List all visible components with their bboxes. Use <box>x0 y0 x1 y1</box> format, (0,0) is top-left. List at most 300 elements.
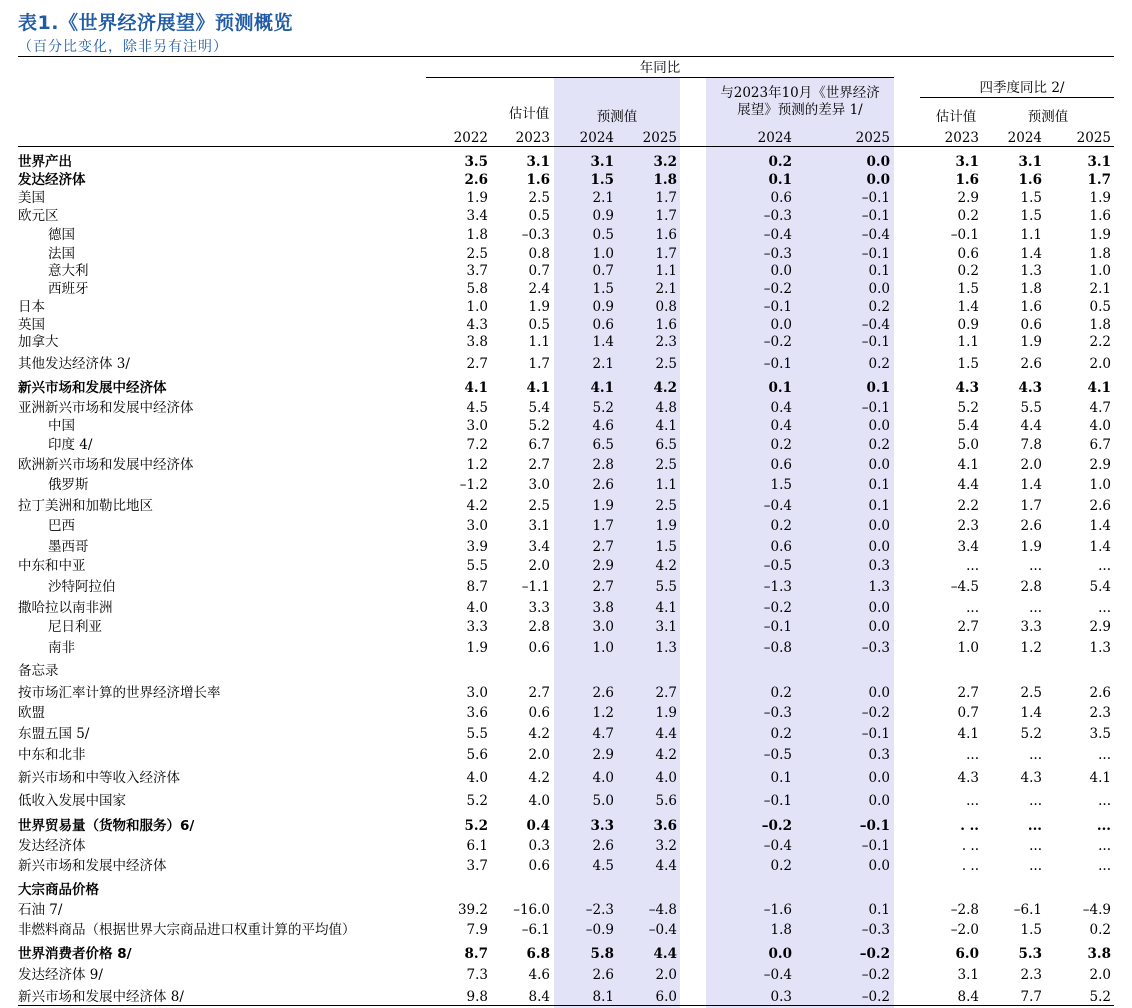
row-label: 世界消费者价格 8/ <box>18 946 132 962</box>
rule-yoy <box>426 77 894 78</box>
cell-value: 0.0 <box>868 793 890 809</box>
cell-value: 0.9 <box>957 317 979 333</box>
cell-value: 5.6 <box>466 747 488 763</box>
cell-value: 3.3 <box>466 619 488 635</box>
cell-value: 5.4 <box>1089 579 1111 595</box>
row-label: 发达经济体 9/ <box>18 967 103 983</box>
cell-value: 4.0 <box>466 600 488 616</box>
table-row <box>0 153 1132 171</box>
cell-value: 1.9 <box>1089 227 1111 243</box>
row-label: 中东和中亚 <box>18 558 86 574</box>
row-label: 尼日利亚 <box>48 619 102 635</box>
cell-value: 0.8 <box>655 299 677 315</box>
cell-value: 0.2 <box>770 858 792 874</box>
cell-value: 2.7 <box>528 685 550 701</box>
cell-value: 0.5 <box>1089 299 1111 315</box>
cell-value: 1.6 <box>655 317 677 333</box>
cell-value: 1.5 <box>957 356 979 372</box>
cell-value: –1.6 <box>763 902 792 918</box>
cell-value: 1.4 <box>592 334 614 350</box>
cell-value: 0.0 <box>868 418 890 434</box>
table-row <box>0 704 1132 722</box>
table-row <box>0 189 1132 207</box>
cell-value: 4.3 <box>957 770 979 786</box>
cell-value: –16.0 <box>513 902 550 918</box>
table-row <box>0 557 1132 575</box>
cell-value: ... <box>1029 600 1042 616</box>
cell-value: 4.7 <box>1089 400 1111 416</box>
cell-value: 3.8 <box>466 334 488 350</box>
cell-value: –0.4 <box>648 922 677 938</box>
cell-value: 5.5 <box>466 726 488 742</box>
cell-value: 2.5 <box>528 498 550 514</box>
table-row <box>0 316 1132 334</box>
row-label: 备忘录 <box>18 663 59 679</box>
cell-value: 0.6 <box>957 246 979 262</box>
cell-value: 2.6 <box>1089 498 1111 514</box>
cell-value: 2.1 <box>1089 281 1111 297</box>
header-diff-line2: 展望》预测的差异 1/ <box>737 102 863 118</box>
cell-value: ... <box>1029 858 1042 874</box>
table-row <box>0 725 1132 743</box>
cell-value: 7.8 <box>1020 437 1042 453</box>
cell-value: 8.7 <box>464 946 488 962</box>
cell-value: 2.2 <box>1089 334 1111 350</box>
cell-value: 4.2 <box>655 747 677 763</box>
cell-value: 5.2 <box>1089 989 1111 1005</box>
row-label: 沙特阿拉伯 <box>48 579 116 595</box>
cell-value: 4.1 <box>590 380 614 396</box>
row-label: 拉丁美洲和加勒比地区 <box>18 498 153 514</box>
table-row <box>0 599 1132 617</box>
cell-value: 0.2 <box>770 518 792 534</box>
row-label: 发达经济体 <box>18 172 86 188</box>
cell-value: 1.9 <box>1020 334 1042 350</box>
table-row <box>0 966 1132 984</box>
cell-value: 0.7 <box>528 263 550 279</box>
cell-value: 5.2 <box>528 418 550 434</box>
cell-value: 1.9 <box>1089 190 1111 206</box>
cell-value: –0.1 <box>861 190 890 206</box>
table-row <box>0 436 1132 454</box>
cell-value: 1.1 <box>655 263 677 279</box>
cell-value: –0.2 <box>763 600 792 616</box>
cell-value: 0.2 <box>1089 922 1111 938</box>
cell-value: 4.0 <box>466 770 488 786</box>
cell-value: 2.7 <box>528 457 550 473</box>
cell-value: 3.1 <box>528 518 550 534</box>
cell-value: . .. <box>960 818 979 834</box>
cell-value: 4.4 <box>653 946 677 962</box>
cell-value: 4.4 <box>655 726 677 742</box>
cell-value: 2.8 <box>528 619 550 635</box>
cell-value: 0.7 <box>957 705 979 721</box>
cell-value: 1.5 <box>770 477 792 493</box>
cell-value: 0.0 <box>868 770 890 786</box>
cell-value: 1.2 <box>592 705 614 721</box>
cell-value: 3.7 <box>466 263 488 279</box>
cell-value: 0.6 <box>528 858 550 874</box>
cell-value: –0.4 <box>861 317 890 333</box>
row-label: 撒哈拉以南非洲 <box>18 600 113 616</box>
cell-value: 2.9 <box>1089 619 1111 635</box>
cell-value: 1.8 <box>1089 317 1111 333</box>
cell-value: 0.2 <box>770 685 792 701</box>
cell-value: 5.2 <box>592 400 614 416</box>
cell-value: ... <box>1098 858 1111 874</box>
cell-value: –0.3 <box>763 208 792 224</box>
cell-value: 1.7 <box>655 208 677 224</box>
cell-value: –0.1 <box>763 356 792 372</box>
cell-value: –2.8 <box>950 902 979 918</box>
table-row <box>0 792 1132 810</box>
cell-value: 2.0 <box>528 558 550 574</box>
cell-value: ... <box>1098 600 1111 616</box>
header-year: 2023 <box>515 130 550 146</box>
cell-value: ... <box>1098 838 1111 854</box>
table-row <box>0 497 1132 515</box>
cell-value: 3.1 <box>655 619 677 635</box>
cell-value: 1.1 <box>655 477 677 493</box>
header-year: 2024 <box>1007 130 1042 146</box>
table-title: 表1.《世界经济展望》预测概览 <box>18 12 293 34</box>
row-label: 欧洲新兴市场和发展中经济体 <box>18 457 194 473</box>
cell-value: –2.3 <box>585 902 614 918</box>
cell-value: 3.0 <box>466 418 488 434</box>
cell-value: 0.1 <box>768 172 792 188</box>
cell-value: 4.3 <box>466 317 488 333</box>
cell-value: 4.1 <box>1089 770 1111 786</box>
cell-value: ... <box>966 793 979 809</box>
cell-value: 0.6 <box>770 539 792 555</box>
cell-value: 0.3 <box>868 747 890 763</box>
row-label: 美国 <box>18 190 45 206</box>
cell-value: 0.2 <box>768 154 792 170</box>
cell-value: 2.7 <box>957 685 979 701</box>
cell-value: 2.9 <box>957 190 979 206</box>
cell-value: 3.2 <box>655 838 677 854</box>
cell-value: 8.4 <box>528 989 550 1005</box>
cell-value: 2.3 <box>1020 967 1042 983</box>
table-row <box>0 857 1132 875</box>
cell-value: 0.4 <box>770 400 792 416</box>
cell-value: 7.7 <box>1020 989 1042 1005</box>
cell-value: 3.4 <box>957 539 979 555</box>
cell-value: ... <box>1096 818 1111 834</box>
cell-value: 0.0 <box>770 317 792 333</box>
cell-value: 5.2 <box>466 793 488 809</box>
cell-value: 4.5 <box>592 858 614 874</box>
cell-value: 2.0 <box>655 967 677 983</box>
cell-value: ... <box>1027 818 1042 834</box>
table-row <box>0 171 1132 189</box>
cell-value: 1.9 <box>528 299 550 315</box>
cell-value: 1.5 <box>1020 922 1042 938</box>
cell-value: 5.5 <box>1020 400 1042 416</box>
header-forecast: 预测值 <box>596 109 638 125</box>
cell-value: –0.1 <box>950 227 979 243</box>
cell-value: 6.0 <box>955 946 979 962</box>
cell-value: 4.1 <box>526 380 550 396</box>
cell-value: . .. <box>961 858 979 874</box>
cell-value: 2.5 <box>466 246 488 262</box>
cell-value: 4.1 <box>655 418 677 434</box>
cell-value: 0.2 <box>868 299 890 315</box>
cell-value: 3.7 <box>466 858 488 874</box>
table-row <box>0 280 1132 298</box>
cell-value: 4.3 <box>955 380 979 396</box>
cell-value: 1.9 <box>1020 539 1042 555</box>
cell-value: 0.1 <box>868 498 890 514</box>
cell-value: –0.8 <box>763 640 792 656</box>
cell-value: –1.3 <box>763 579 792 595</box>
cell-value: 2.9 <box>592 747 614 763</box>
cell-value: –0.4 <box>763 838 792 854</box>
row-label: 新兴市场和发展中经济体 <box>18 858 167 874</box>
header-year: 2022 <box>453 130 488 146</box>
header-year: 2025 <box>855 130 890 146</box>
cell-value: 1.8 <box>770 922 792 938</box>
cell-value: 1.0 <box>957 640 979 656</box>
row-label: 世界贸易量（货物和服务）6/ <box>18 818 195 834</box>
cell-value: 0.2 <box>957 263 979 279</box>
row-label: 中东和北非 <box>18 747 86 763</box>
cell-value: 1.9 <box>655 705 677 721</box>
row-label: 西班牙 <box>48 281 89 297</box>
cell-value: 3.1 <box>955 154 979 170</box>
row-label: 新兴市场和发展中经济体 8/ <box>18 989 184 1005</box>
cell-value: 2.9 <box>592 558 614 574</box>
cell-value: 4.2 <box>528 726 550 742</box>
cell-value: 0.0 <box>770 263 792 279</box>
cell-value: 4.1 <box>957 726 979 742</box>
cell-value: 3.1 <box>526 154 550 170</box>
cell-value: 2.6 <box>592 838 614 854</box>
cell-value: 4.1 <box>1087 380 1111 396</box>
row-label: 加拿大 <box>18 334 59 350</box>
row-label: 新兴市场和中等收入经济体 <box>18 770 180 786</box>
table-row <box>0 639 1132 657</box>
cell-value: 1.6 <box>655 227 677 243</box>
cell-value: 1.4 <box>1089 539 1111 555</box>
header-diff-line1: 与2023年10月《世界经济 <box>720 85 880 101</box>
cell-value: 0.6 <box>1020 317 1042 333</box>
row-label: 非燃料商品（根据世界大宗商品进口权重计算的平均值） <box>18 922 356 938</box>
cell-value: 1.9 <box>592 498 614 514</box>
table-row <box>0 837 1132 855</box>
cell-value: 1.0 <box>466 299 488 315</box>
cell-value: 6.5 <box>592 437 614 453</box>
cell-value: –0.4 <box>763 498 792 514</box>
cell-value: 1.5 <box>655 539 677 555</box>
cell-value: –0.2 <box>861 989 890 1005</box>
cell-value: ... <box>1098 558 1111 574</box>
cell-value: 39.2 <box>457 902 488 918</box>
cell-value: 5.8 <box>466 281 488 297</box>
cell-value: –4.5 <box>950 579 979 595</box>
cell-value: 3.0 <box>592 619 614 635</box>
table-row <box>0 578 1132 596</box>
cell-value: 2.1 <box>592 356 614 372</box>
table-row <box>0 207 1132 225</box>
cell-value: 0.1 <box>770 770 792 786</box>
cell-value: 6.8 <box>526 946 550 962</box>
header-q4-forecast: 预测值 <box>1027 109 1069 125</box>
header-q4-estimate: 估计值 <box>935 109 977 125</box>
cell-value: 0.1 <box>868 902 890 918</box>
table-subtitle: （百分比变化，除非另有注明） <box>18 39 228 55</box>
cell-value: . .. <box>961 838 979 854</box>
cell-value: 2.8 <box>592 457 614 473</box>
table-row <box>0 817 1132 835</box>
cell-value: 2.7 <box>592 579 614 595</box>
cell-value: 0.2 <box>868 356 890 372</box>
cell-value: –0.2 <box>763 281 792 297</box>
table-row <box>0 417 1132 435</box>
cell-value: 3.6 <box>466 705 488 721</box>
cell-value: 4.4 <box>1020 418 1042 434</box>
cell-value: 4.1 <box>957 457 979 473</box>
cell-value: 3.1 <box>957 967 979 983</box>
cell-value: 0.0 <box>868 281 890 297</box>
cell-value: 1.6 <box>1018 172 1042 188</box>
cell-value: 4.3 <box>1020 770 1042 786</box>
table-row <box>0 262 1132 280</box>
cell-value: 0.6 <box>528 640 550 656</box>
table-row <box>0 881 1132 899</box>
cell-value: 6.5 <box>655 437 677 453</box>
table-row <box>0 921 1132 939</box>
table-row <box>0 333 1132 351</box>
cell-value: 0.2 <box>770 437 792 453</box>
cell-value: 0.0 <box>868 518 890 534</box>
cell-value: 2.5 <box>655 356 677 372</box>
cell-value: 1.3 <box>655 640 677 656</box>
row-label: 欧盟 <box>18 705 45 721</box>
cell-value: 2.1 <box>592 190 614 206</box>
cell-value: 1.6 <box>1089 208 1111 224</box>
cell-value: 2.1 <box>655 281 677 297</box>
cell-value: –1.2 <box>459 477 488 493</box>
cell-value: 2.0 <box>1089 356 1111 372</box>
cell-value: 2.0 <box>1020 457 1042 473</box>
cell-value: 4.8 <box>655 400 677 416</box>
cell-value: ... <box>1029 558 1042 574</box>
cell-value: 1.4 <box>1020 477 1042 493</box>
cell-value: 4.0 <box>655 770 677 786</box>
cell-value: 2.5 <box>655 457 677 473</box>
cell-value: 0.9 <box>592 299 614 315</box>
header-year: 2024 <box>579 130 614 146</box>
cell-value: 0.0 <box>868 685 890 701</box>
cell-value: 5.8 <box>590 946 614 962</box>
cell-value: 7.9 <box>466 922 488 938</box>
row-label: 发达经济体 <box>18 838 86 854</box>
cell-value: 4.1 <box>655 600 677 616</box>
cell-value: 1.3 <box>1020 263 1042 279</box>
row-label: 英国 <box>18 317 45 333</box>
cell-value: 0.7 <box>592 263 614 279</box>
cell-value: 2.4 <box>528 281 550 297</box>
cell-value: –0.4 <box>861 227 890 243</box>
row-label: 其他发达经济体 3/ <box>18 356 130 372</box>
cell-value: 4.2 <box>466 498 488 514</box>
cell-value: 0.2 <box>868 437 890 453</box>
cell-value: 1.6 <box>955 172 979 188</box>
cell-value: –0.3 <box>763 246 792 262</box>
cell-value: 3.2 <box>653 154 677 170</box>
cell-value: 0.0 <box>866 154 890 170</box>
cell-value: 2.6 <box>592 967 614 983</box>
cell-value: 0.6 <box>770 457 792 473</box>
header-yoy: 年同比 <box>639 60 681 76</box>
cell-value: 6.1 <box>466 838 488 854</box>
cell-value: 2.7 <box>592 539 614 555</box>
cell-value: 3.3 <box>590 818 614 834</box>
header-estimate: 估计值 <box>508 106 550 122</box>
cell-value: 5.3 <box>1018 946 1042 962</box>
cell-value: 2.5 <box>528 190 550 206</box>
cell-value: 5.0 <box>592 793 614 809</box>
cell-value: 1.7 <box>528 356 550 372</box>
cell-value: –0.2 <box>763 334 792 350</box>
row-label: 德国 <box>48 227 75 243</box>
table-row <box>0 538 1132 556</box>
cell-value: 3.9 <box>466 539 488 555</box>
cell-value: –0.5 <box>763 558 792 574</box>
cell-value: –0.2 <box>761 818 792 834</box>
cell-value: 2.9 <box>1089 457 1111 473</box>
cell-value: –4.9 <box>1082 902 1111 918</box>
cell-value: –0.1 <box>861 400 890 416</box>
cell-value: 4.0 <box>592 770 614 786</box>
rule-top <box>18 56 1114 57</box>
table-row <box>0 769 1132 787</box>
cell-value: ... <box>966 600 979 616</box>
cell-value: 0.1 <box>866 380 890 396</box>
cell-value: 2.8 <box>1020 579 1042 595</box>
cell-value: –4.8 <box>648 902 677 918</box>
table-row <box>0 298 1132 316</box>
cell-value: 3.1 <box>1087 154 1111 170</box>
rule-header-bottom <box>18 146 1114 147</box>
cell-value: 1.0 <box>592 246 614 262</box>
cell-value: 2.6 <box>592 477 614 493</box>
cell-value: 3.6 <box>653 818 677 834</box>
table-row <box>0 746 1132 764</box>
cell-value: 6.7 <box>528 437 550 453</box>
cell-value: 1.7 <box>655 246 677 262</box>
cell-value: 7.3 <box>466 967 488 983</box>
cell-value: ... <box>1029 838 1042 854</box>
cell-value: 1.5 <box>1020 208 1042 224</box>
cell-value: 5.5 <box>466 558 488 574</box>
cell-value: 1.3 <box>1089 640 1111 656</box>
cell-value: 2.6 <box>592 685 614 701</box>
cell-value: 0.4 <box>526 818 550 834</box>
cell-value: 0.0 <box>868 619 890 635</box>
row-label: 南非 <box>48 640 75 656</box>
cell-value: 5.2 <box>957 400 979 416</box>
row-label: 法国 <box>48 246 75 262</box>
cell-value: 1.4 <box>1020 246 1042 262</box>
cell-value: –0.4 <box>763 967 792 983</box>
cell-value: 1.9 <box>466 190 488 206</box>
cell-value: 0.1 <box>768 380 792 396</box>
cell-value: 0.1 <box>868 263 890 279</box>
cell-value: 1.4 <box>1089 518 1111 534</box>
cell-value: ... <box>966 747 979 763</box>
